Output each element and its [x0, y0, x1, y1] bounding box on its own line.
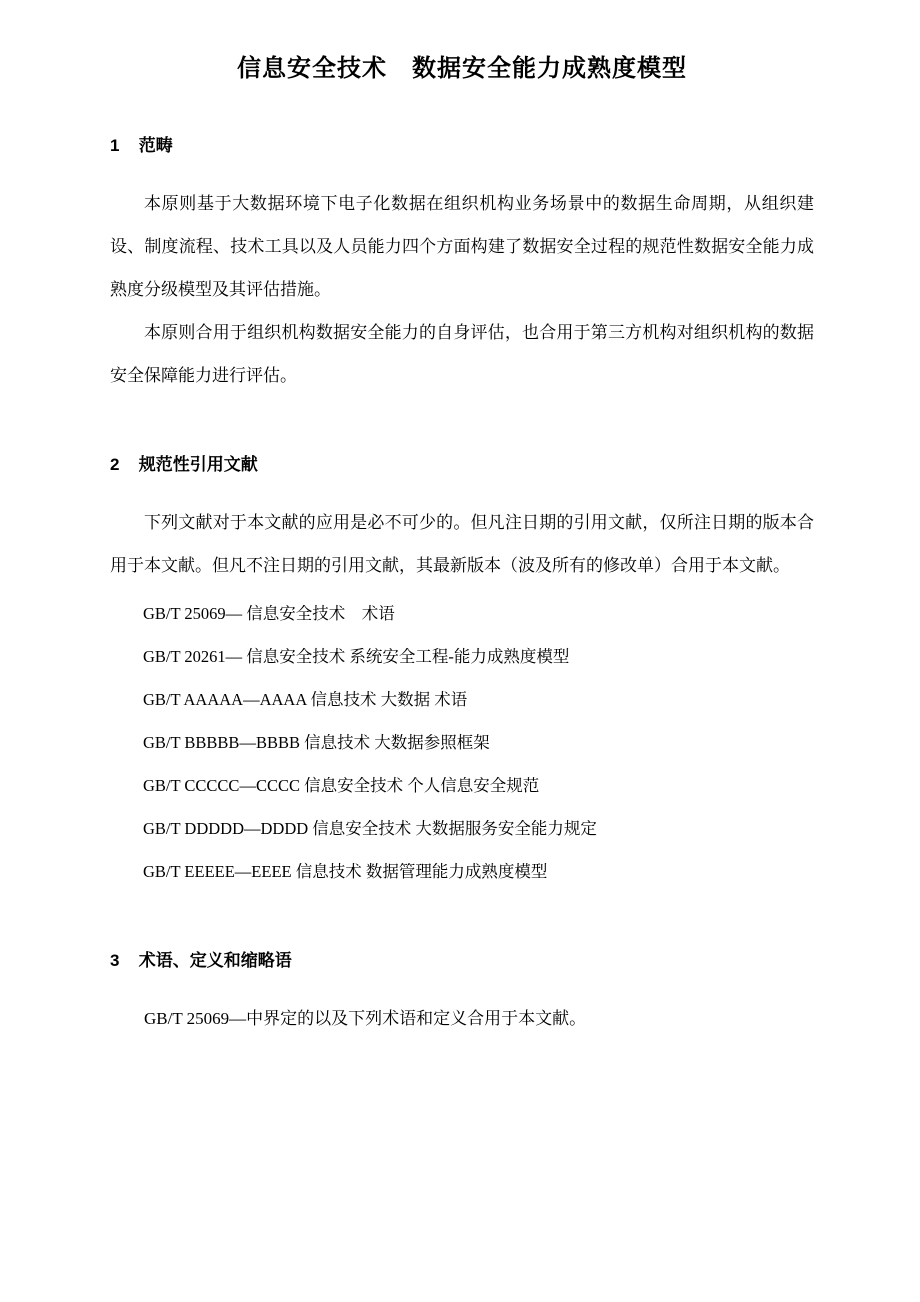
- section-number: 3: [110, 951, 120, 970]
- paragraph: 下列文献对于本文献的应用是必不可少的。但凡注日期的引用文献，仅所注日期的版本合用于本文献。但凡不注日期的引用文献，其最新版本（波及所有的修改单）合用于本文献。: [110, 513, 814, 575]
- paragraph: 本原则合用于组织机构数据安全能力的自身评估，也合用于第三方机构对组织机构的数据安全保障能力进行评估。: [110, 323, 814, 385]
- section-heading-label: 规范性引用文献: [138, 455, 258, 474]
- paragraph: 本原则基于大数据环境下电子化数据在组织机构业务场景中的数据生命周期，从组织建设、制度流程、技术工具以及人员能力四个方面构建了数据安全过程的规范性数据安全能力成熟度分级模型及其评估措施。: [110, 194, 814, 299]
- reference-item: GB/T AAAAA—AAAA 信息技术 大数据 术语: [143, 690, 468, 709]
- section-heading-label: 术语、定义和缩略语: [138, 951, 292, 970]
- section-heading-label: 范畴: [138, 136, 173, 155]
- document-title: 信息安全技术 数据安全能力成熟度模型: [237, 55, 687, 82]
- reference-item: GB/T 20261— 信息安全技术 系统安全工程-能力成熟度模型: [143, 647, 570, 666]
- reference-item: GB/T EEEEE—EEEE 信息技术 数据管理能力成熟度模型: [143, 862, 548, 881]
- section-terms: [110, 949, 814, 1040]
- reference-list: [110, 592, 814, 893]
- reference-item: GB/T DDDDD—DDDD 信息安全技术 大数据服务安全能力规定: [143, 819, 597, 838]
- section-heading: [110, 134, 814, 158]
- section-number: 1: [110, 136, 120, 155]
- section-heading: [110, 949, 814, 973]
- section-heading: [110, 453, 814, 477]
- reference-item: GB/T BBBBB—BBBB 信息技术 大数据参照框架: [143, 733, 490, 752]
- section-references: [110, 453, 814, 893]
- reference-item: GB/T CCCCC—CCCC 信息安全技术 个人信息安全规范: [143, 776, 540, 795]
- section-number: 2: [110, 455, 120, 474]
- paragraph: GB/T 25069—中界定的以及下列术语和定义合用于本文献。: [144, 1009, 587, 1028]
- section-scope: [110, 134, 814, 397]
- reference-item: GB/T 25069— 信息安全技术 术语: [143, 604, 395, 623]
